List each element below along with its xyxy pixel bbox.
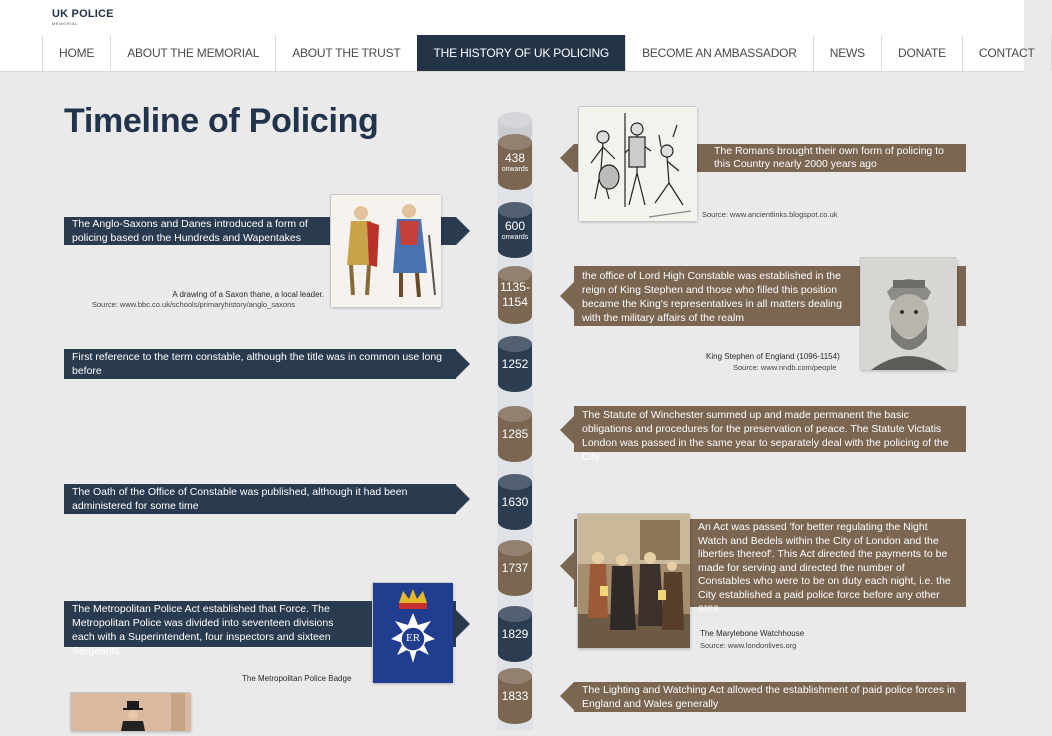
saxon-thane-image (330, 194, 440, 306)
entry-text: An Act was passed 'for better regulating the Night Watch and Bedels within the City of London and the liberties thereof'. This Act directed the payments to be made for serving and directed the number of Constables who were to be on duty each night, i.e. the City established a paid police force before any other area (698, 521, 951, 614)
logo-title: UK POLICE (52, 8, 114, 20)
nav-news[interactable]: NEWS (813, 35, 881, 71)
watchhouse-painting (578, 514, 690, 648)
entry-text: First reference to the term constable, although the title was in common use long before (72, 351, 443, 377)
year-marker (498, 266, 532, 324)
image-source[interactable]: Source: www.londonlives.org (700, 641, 797, 650)
year-marker (498, 668, 532, 724)
banner-arrow (560, 144, 574, 172)
main-nav (42, 35, 1052, 71)
portrait-illustration (71, 693, 191, 731)
entry-text: The Oath of the Office of Constable was published, although it had been administered for some time (72, 486, 408, 512)
entry-text: The Anglo-Saxons and Danes introduced a form of policing based on the Hundreds and Wapentakes (72, 218, 308, 244)
banner-arrow (456, 610, 470, 638)
entry-text: The Lighting and Watching Act allowed the establishment of paid police forces in England and Wales generally (582, 684, 956, 710)
year-label-end: 1154 (502, 295, 528, 309)
banner-arrow (456, 350, 470, 378)
year-label: 1135- (500, 280, 530, 294)
banner-arrow (456, 217, 470, 245)
entry-text: The Metropolitan Police Act established that Force. The Metropolitan Police was divided into seventeen divisions each with a Superintendent, four inspectors and sixteen Sergeants (72, 603, 334, 657)
banner-arrow (560, 682, 574, 710)
year-marker (498, 336, 532, 392)
entry-text: the office of Lord High Constable was established in the reign of King Stephen and those who filled this position became the King's representatives in all matters dealing with the military affairs of the realm (582, 270, 842, 324)
marylebone-watchhouse-image (577, 513, 689, 647)
nav-contact[interactable]: CONTACT (962, 35, 1052, 71)
year-label: 1833 (501, 688, 529, 703)
roman-soldiers-image (578, 106, 696, 220)
image-source[interactable]: Source: www.bbc.co.uk/schools/primaryhistory/anglo_saxons (92, 300, 296, 309)
image-source[interactable]: Source: www.nndb.com/people (733, 363, 837, 372)
logo-subtitle: MEMORIAL (52, 21, 79, 26)
year-marker (498, 540, 532, 596)
entry-text: The Statute of Winchester summed up and made permanent the basic obligations and procedures for the preservation of peace. The Statute Victatis London was passed in the same year to separately deal with the policing of the City (582, 409, 949, 463)
image-caption: The Marylebone Watchhouse (700, 629, 805, 638)
entry-text: The Romans brought their own form of policing to this Country nearly 2000 years ago (714, 145, 944, 170)
king-stephen-image (860, 257, 956, 369)
timeline-entry-1630 (64, 484, 456, 514)
year-marker (498, 406, 532, 462)
year-marker (498, 606, 532, 662)
page-title: Timeline of Policing (64, 102, 379, 140)
metropolitan-police-badge-image (372, 582, 452, 682)
banner-arrow (560, 282, 574, 310)
banner-arrow (560, 552, 574, 580)
year-label: 1737 (501, 560, 529, 575)
year-sublabel: onwards (501, 233, 529, 241)
year-label: 600 (504, 218, 526, 233)
nav-ambassador[interactable]: BECOME AN AMBASSADOR (625, 35, 813, 71)
image-source[interactable]: Source: www.ancientlinks.blogspot.co.uk (702, 210, 838, 219)
banner-arrow (560, 416, 574, 444)
year-marker (498, 202, 532, 258)
year-sublabel: onwards (501, 165, 529, 173)
image-caption: A drawing of a Saxon thane, a local leader. (172, 290, 324, 299)
nav-about-trust[interactable]: ABOUT THE TRUST (275, 35, 416, 71)
banner-arrow (456, 485, 470, 513)
year-label: 1285 (501, 426, 529, 441)
nav-about-memorial[interactable]: ABOUT THE MEMORIAL (110, 35, 275, 71)
nav-donate[interactable]: DONATE (881, 35, 962, 71)
nav-history[interactable]: THE HISTORY OF UK POLICING (417, 35, 626, 71)
nav-home[interactable]: HOME (42, 35, 110, 71)
king-stephen-portrait (861, 258, 957, 370)
timeline-entry-1285 (574, 406, 966, 463)
year-marker (498, 474, 532, 530)
partial-portrait-image (70, 692, 190, 730)
site-header (0, 0, 1035, 72)
badge-text: ER (405, 632, 421, 644)
timeline-entry-1833 (574, 682, 966, 712)
year-marker (498, 134, 532, 190)
year-label: 1829 (501, 626, 529, 641)
year-label: 1252 (501, 356, 529, 371)
roman-soldiers-illustration (579, 107, 697, 221)
image-caption: King Stephen of England (1096-1154) (706, 352, 840, 361)
saxon-thane-illustration (331, 195, 441, 307)
image-caption: The Metropolitan Police Badge (242, 674, 352, 683)
timeline-entry-1252 (64, 349, 456, 379)
year-label: 438 (504, 150, 526, 165)
site-logo[interactable] (52, 8, 114, 26)
year-label: 1630 (501, 494, 529, 509)
